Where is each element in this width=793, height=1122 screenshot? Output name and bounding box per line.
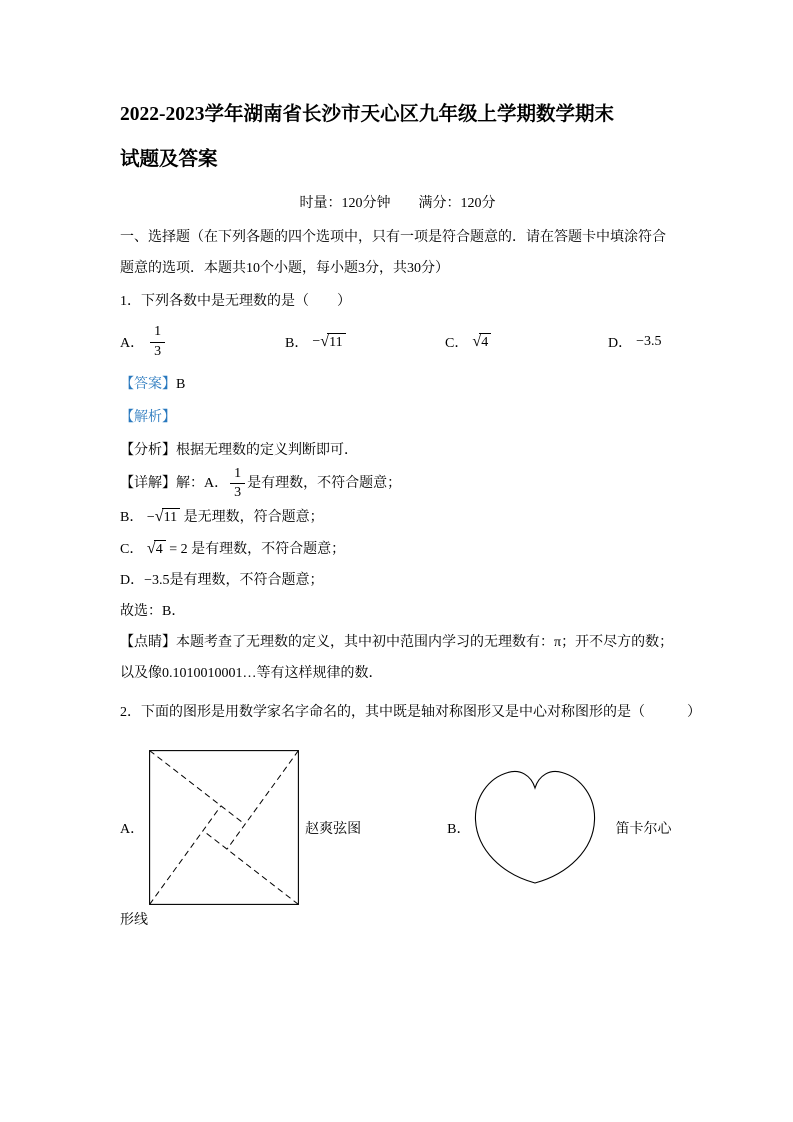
sqrt-4: [472, 333, 491, 351]
q1-fenxi: 【分析】根据无理数的定义判断即可．: [120, 443, 358, 458]
radical-sign: √: [320, 333, 328, 350]
zhao-shuang-diagram: [149, 750, 299, 905]
q1-dianjing: 【点睛】本题考查了无理数的定义，其中初中范围内学习的无理数有：π；开不尽方的数；以及像0.1010010001…等有这样规律的数．: [120, 635, 674, 682]
fraction-denominator: 3: [234, 485, 242, 501]
option-c-label: C．: [445, 336, 469, 351]
q2-stem: 2．下面的图形是用数学家名字命名的，其中既是轴对称图形又是中心对称图形的是（ ）: [120, 705, 701, 721]
option-d-value: −3.5: [636, 334, 662, 349]
answer-value: B: [176, 377, 186, 392]
q1-option-d: [608, 332, 675, 352]
option-b-label: B．: [285, 336, 309, 351]
sqrt-11: [320, 333, 345, 351]
q1-option-c: [445, 332, 608, 352]
sqrt-11: [155, 501, 180, 533]
analysis-tag: 【解析】: [120, 410, 176, 425]
detail-c-prefix: C．: [120, 542, 144, 558]
page-title: [120, 92, 675, 182]
minus-sign: −: [312, 334, 321, 349]
fraction-one-third: [230, 466, 245, 501]
q2-caption-wrap: 形线: [120, 913, 148, 929]
q2-option-b-label: B．: [447, 821, 471, 837]
figure-a-caption: 赵爽弦图: [305, 821, 362, 837]
detail-a-prefix: 【详解】解：A．: [120, 475, 229, 491]
title-line-2: 试题及答案: [120, 149, 218, 170]
q1-option-b: [285, 332, 445, 352]
radical-sign: √: [154, 508, 162, 526]
q1-answer-line: [120, 369, 675, 400]
answer-tag: 【答案】: [120, 377, 176, 392]
q2-figure-row: [120, 750, 675, 905]
detail-a-suffix: 是有理数，不符合题意；: [247, 475, 402, 491]
radicand: 4: [479, 333, 491, 350]
detail-c-suffix: 是有理数，不符合题意；: [191, 542, 346, 558]
minus-sign: −: [146, 510, 155, 526]
detail-b-prefix: B．: [120, 510, 144, 526]
fraction-denominator: 3: [154, 343, 162, 359]
q1-option-a: [120, 324, 285, 359]
exam-meta: 时量：120分钟 满分：120分: [299, 196, 496, 211]
detail-b-suffix: 是无理数，符合题意；: [183, 510, 324, 526]
radical-sign: √: [472, 333, 480, 350]
radical-sign: √: [146, 540, 154, 558]
q1-stem: 1．下列各数中是无理数的是（ ）: [120, 294, 351, 309]
option-d-label: D．: [608, 336, 633, 351]
cardioid-figure: [470, 768, 600, 888]
q1-detail-a: [120, 466, 675, 501]
detail-c-equals: = 2: [169, 542, 188, 558]
q1-conclusion: 故选：B．: [120, 604, 186, 620]
q1-detail-c: [120, 533, 675, 565]
radicand: 11: [327, 333, 345, 350]
radicand: 11: [162, 508, 180, 525]
option-a-label: A．: [120, 336, 145, 351]
q2-option-a-label: A．: [120, 821, 145, 837]
title-line-1: 2022-2023学年湖南省长沙市天心区九年级上学期数学期末: [120, 104, 614, 125]
figure-b-caption: 笛卡尔心: [615, 821, 672, 837]
sqrt-4: [147, 533, 166, 565]
q1-analysis-line: [120, 402, 675, 433]
section-heading: 一、选择题（在下列各题的四个选项中，只有一项是符合题意的．请在答题卡中填涂符合题意的选项．本题共10个小题，每小题3分，共30分）: [120, 230, 666, 276]
fraction-numerator: 1: [230, 466, 245, 484]
q1-detail-b: [120, 501, 675, 533]
q1-detail-d: D．−3.5是有理数，不符合题意；: [120, 573, 324, 589]
fraction-numerator: 1: [150, 324, 165, 342]
q1-options: [120, 321, 675, 363]
radicand: 4: [154, 540, 166, 557]
fraction-one-third: [150, 324, 165, 359]
